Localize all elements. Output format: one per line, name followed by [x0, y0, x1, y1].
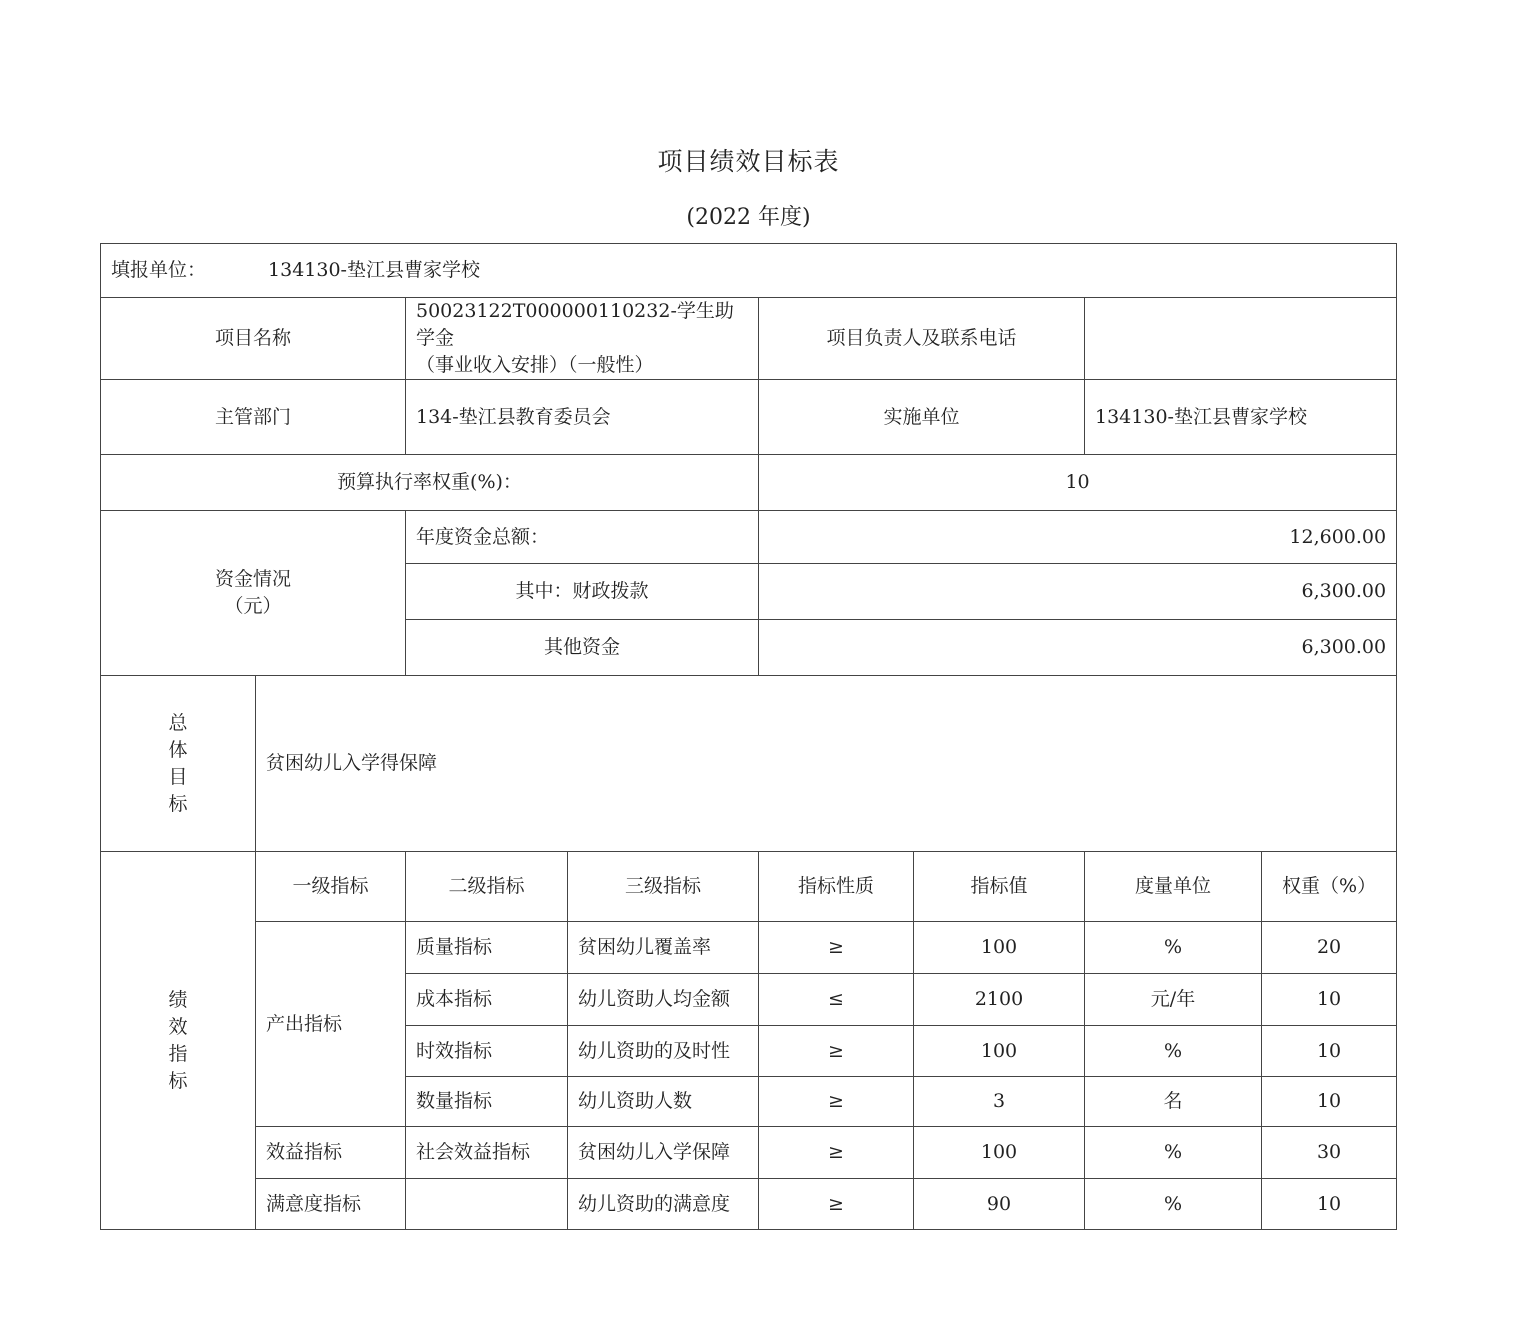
indicator-unit: 元/年: [1085, 974, 1262, 1026]
indicator-unit: %: [1085, 922, 1262, 974]
reporting-unit-cell: [101, 244, 1397, 298]
indicator-weight: 30: [1262, 1127, 1397, 1179]
indicator-weight: 20: [1262, 922, 1397, 974]
indicator-weight: 10: [1262, 1179, 1397, 1230]
overall-goal-char: 体: [168, 738, 188, 761]
indicators-label: [101, 852, 256, 1230]
funds-total-row: [101, 511, 1397, 564]
indicator-value: 100: [914, 922, 1085, 974]
reporting-unit-row: [101, 244, 1397, 298]
indicator-nature: ≥: [759, 1179, 914, 1230]
department-label: 主管部门: [101, 380, 406, 455]
indicator-level2: [406, 1179, 568, 1230]
indicator-level2: 时效指标: [406, 1026, 568, 1077]
indicator-nature: ≥: [759, 1077, 914, 1127]
indicator-level3: 幼儿资助人数: [568, 1077, 759, 1127]
indicator-nature: ≥: [759, 1127, 914, 1179]
page-title: 项目绩效目标表: [657, 147, 840, 176]
indicator-weight: 10: [1262, 1077, 1397, 1127]
indicator-level3: 贫困幼儿覆盖率: [568, 922, 759, 974]
project-name-value: [406, 298, 759, 380]
benefit-group-label: 效益指标: [256, 1127, 406, 1179]
indicator-level2: 数量指标: [406, 1077, 568, 1127]
impl-unit-label: 实施单位: [759, 380, 1085, 455]
funds-fiscal-value: 6,300.00: [759, 564, 1397, 620]
indicator-level2: 成本指标: [406, 974, 568, 1026]
overall-goal-row: [101, 676, 1397, 852]
reporting-unit-label: 填报单位：: [111, 259, 207, 281]
funds-total-label: 年度资金总额：: [406, 511, 759, 564]
page-subtitle: (2022 年度): [686, 205, 811, 230]
header-weight: 权重（%）: [1262, 852, 1397, 922]
indicator-row: [101, 1127, 1397, 1179]
indicator-level2: 社会效益指标: [406, 1127, 568, 1179]
indicators-char: 效: [168, 1015, 188, 1038]
indicators-char: 标: [168, 1069, 188, 1092]
project-name-line2: （事业收入安排）（一般性）: [416, 354, 654, 376]
indicator-nature: ≤: [759, 974, 914, 1026]
header-value: 指标值: [914, 852, 1085, 922]
funds-other-label: 其他资金: [406, 620, 759, 676]
header-unit: 度量单位: [1085, 852, 1262, 922]
indicator-value: 100: [914, 1026, 1085, 1077]
indicator-weight: 10: [1262, 974, 1397, 1026]
header-level3: 三级指标: [568, 852, 759, 922]
header-nature: 指标性质: [759, 852, 914, 922]
output-group-label: 产出指标: [256, 922, 406, 1127]
indicator-row: [101, 1179, 1397, 1230]
funds-label-line1: 资金情况: [214, 568, 291, 590]
indicator-weight: 10: [1262, 1026, 1397, 1077]
funds-other-value: 6,300.00: [759, 620, 1397, 676]
overall-goal-text: 贫困幼儿入学得保障: [256, 676, 1397, 852]
indicator-unit: 名: [1085, 1077, 1262, 1127]
funds-label-line2: （元）: [224, 595, 282, 617]
indicator-level3: 幼儿资助的满意度: [568, 1179, 759, 1230]
satisfaction-group-label: 满意度指标: [256, 1179, 406, 1230]
funds-label: [101, 511, 406, 676]
overall-goal-char: 目: [168, 765, 188, 788]
indicator-level2: 质量指标: [406, 922, 568, 974]
overall-goal-char: 总: [168, 711, 188, 734]
indicator-value: 2100: [914, 974, 1085, 1026]
performance-goal-table: [100, 243, 1397, 1230]
contact-value: [1085, 298, 1397, 380]
indicator-unit: %: [1085, 1127, 1262, 1179]
overall-goal-label: [101, 676, 256, 852]
department-row: [101, 380, 1397, 455]
indicator-row: [101, 922, 1397, 974]
overall-goal-char: 标: [168, 792, 188, 815]
budget-rate-value: 10: [759, 455, 1397, 511]
indicators-char: 绩: [168, 988, 188, 1011]
indicator-value: 100: [914, 1127, 1085, 1179]
indicators-char: 指: [168, 1042, 188, 1065]
funds-total-value: 12,600.00: [759, 511, 1397, 564]
header-level2: 二级指标: [406, 852, 568, 922]
reporting-unit-value: 134130-垫江县曹家学校: [268, 259, 480, 281]
project-name-line1: 50023122T000000110232-学生助学金: [416, 300, 734, 349]
header-level1: 一级指标: [256, 852, 406, 922]
indicator-value: 90: [914, 1179, 1085, 1230]
impl-unit-value: 134130-垫江县曹家学校: [1085, 380, 1397, 455]
indicator-nature: ≥: [759, 922, 914, 974]
project-name-label: 项目名称: [101, 298, 406, 380]
project-name-row: [101, 298, 1397, 380]
contact-label: 项目负责人及联系电话: [759, 298, 1085, 380]
indicator-nature: ≥: [759, 1026, 914, 1077]
budget-rate-row: [101, 455, 1397, 511]
indicator-level3: 幼儿资助人均金额: [568, 974, 759, 1026]
budget-rate-label: 预算执行率权重(%)：: [101, 455, 759, 511]
funds-fiscal-label: 其中：财政拨款: [406, 564, 759, 620]
indicator-value: 3: [914, 1077, 1085, 1127]
indicator-unit: %: [1085, 1179, 1262, 1230]
department-value: 134-垫江县教育委员会: [406, 380, 759, 455]
indicator-level3: 幼儿资助的及时性: [568, 1026, 759, 1077]
indicator-level3: 贫困幼儿入学保障: [568, 1127, 759, 1179]
indicator-header-row: [101, 852, 1397, 922]
indicator-unit: %: [1085, 1026, 1262, 1077]
